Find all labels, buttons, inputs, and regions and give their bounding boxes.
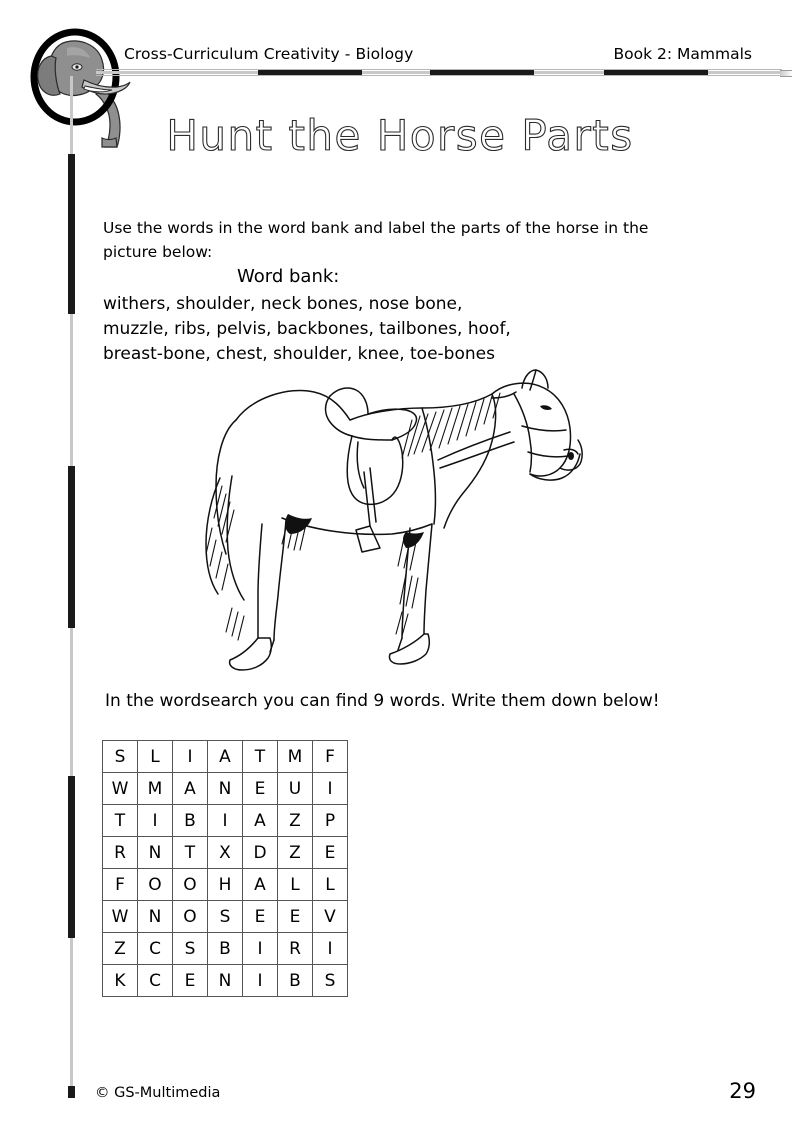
wordsearch-cell[interactable]: E <box>243 901 278 933</box>
wordsearch-cell[interactable]: F <box>313 741 348 773</box>
wordbank-heading: Word bank: <box>237 266 340 287</box>
wordsearch-cell[interactable]: S <box>173 933 208 965</box>
wordsearch-cell[interactable]: B <box>173 805 208 837</box>
wordsearch-cell[interactable]: E <box>173 965 208 997</box>
wordsearch-cell[interactable]: L <box>313 869 348 901</box>
header-right-title: Book 2: Mammals <box>613 45 752 63</box>
wordsearch-cell[interactable]: M <box>278 741 313 773</box>
wordsearch-cell[interactable]: Z <box>278 837 313 869</box>
wordsearch-cell[interactable]: I <box>138 805 173 837</box>
wordbank-list <box>103 292 723 367</box>
footer-copyright: © GS-Multimedia <box>95 1085 221 1101</box>
wordsearch-cell[interactable]: X <box>208 837 243 869</box>
wordsearch-cell[interactable]: T <box>103 805 138 837</box>
wordsearch-cell[interactable]: P <box>313 805 348 837</box>
wordsearch-cell[interactable]: D <box>243 837 278 869</box>
wordsearch-cell[interactable]: V <box>313 901 348 933</box>
wordsearch-row <box>103 901 348 933</box>
wordsearch-cell[interactable]: W <box>103 901 138 933</box>
wordsearch-cell[interactable]: T <box>173 837 208 869</box>
wordsearch-cell[interactable]: O <box>173 869 208 901</box>
saddled-horse-drawing <box>192 368 604 680</box>
header-rule <box>96 69 782 76</box>
wordsearch-cell[interactable]: B <box>208 933 243 965</box>
wordsearch-cell[interactable]: Z <box>103 933 138 965</box>
wordsearch-cell[interactable]: R <box>278 933 313 965</box>
wordsearch-row <box>103 933 348 965</box>
wordsearch-cell[interactable]: K <box>103 965 138 997</box>
wordsearch-row <box>103 869 348 901</box>
wordsearch-cell[interactable]: I <box>313 933 348 965</box>
wordsearch-row <box>103 837 348 869</box>
wordsearch-cell[interactable]: L <box>278 869 313 901</box>
wordsearch-cell[interactable]: N <box>138 837 173 869</box>
page-title <box>0 104 800 168</box>
wordsearch-cell[interactable]: M <box>138 773 173 805</box>
side-rule <box>68 76 75 1098</box>
wordsearch-row <box>103 741 348 773</box>
wordsearch-cell[interactable]: W <box>103 773 138 805</box>
wordsearch-cell[interactable]: S <box>103 741 138 773</box>
wordsearch-cell[interactable]: E <box>278 901 313 933</box>
header-rule-tip <box>780 70 792 77</box>
wordsearch-cell[interactable]: E <box>313 837 348 869</box>
wordbank-line: withers, shoulder, neck bones, nose bone, <box>103 294 463 314</box>
wordsearch-row <box>103 965 348 997</box>
svg-text:Hunt the Horse Parts: Hunt the Horse Parts <box>166 111 634 160</box>
wordsearch-cell[interactable]: C <box>138 965 173 997</box>
wordsearch-cell[interactable]: S <box>208 901 243 933</box>
wordsearch-cell[interactable]: O <box>173 901 208 933</box>
wordsearch-row <box>103 805 348 837</box>
wordsearch-cell[interactable]: S <box>313 965 348 997</box>
wordsearch-row <box>103 773 348 805</box>
header-left-title: Cross-Curriculum Creativity - Biology <box>124 45 414 63</box>
wordsearch-cell[interactable]: I <box>243 965 278 997</box>
wordsearch-cell[interactable]: I <box>313 773 348 805</box>
wordsearch-grid[interactable] <box>102 740 348 997</box>
wordbank-line: breast-bone, chest, shoulder, knee, toe-bones <box>103 344 495 364</box>
wordsearch-cell[interactable]: T <box>243 741 278 773</box>
wordsearch-cell[interactable]: R <box>103 837 138 869</box>
footer-page-number: 29 <box>729 1079 756 1103</box>
wordsearch-cell[interactable]: F <box>103 869 138 901</box>
wordsearch-cell[interactable]: I <box>173 741 208 773</box>
wordsearch-cell[interactable]: N <box>208 773 243 805</box>
wordsearch-instruction: In the wordsearch you can find 9 words. Write them down below! <box>105 691 660 711</box>
wordbank-line: muzzle, ribs, pelvis, backbones, tailbones, hoof, <box>103 319 511 339</box>
wordsearch-cell[interactable]: I <box>208 805 243 837</box>
wordsearch-cell[interactable]: N <box>138 901 173 933</box>
wordsearch-cell[interactable]: O <box>138 869 173 901</box>
wordsearch-cell[interactable]: N <box>208 965 243 997</box>
wordsearch-cell[interactable]: L <box>138 741 173 773</box>
wordsearch-cell[interactable]: A <box>243 869 278 901</box>
wordsearch-cell[interactable]: B <box>278 965 313 997</box>
wordsearch-cell[interactable]: A <box>208 741 243 773</box>
main-instruction: Use the words in the word bank and label the parts of the horse in the picture below: <box>103 219 649 261</box>
wordsearch-cell[interactable]: C <box>138 933 173 965</box>
wordsearch-cell[interactable]: I <box>243 933 278 965</box>
wordsearch-cell[interactable]: A <box>243 805 278 837</box>
wordsearch-cell[interactable]: E <box>243 773 278 805</box>
wordsearch-cell[interactable]: Z <box>278 805 313 837</box>
wordsearch-cell[interactable]: U <box>278 773 313 805</box>
wordsearch-cell[interactable]: A <box>173 773 208 805</box>
wordsearch-cell[interactable]: H <box>208 869 243 901</box>
